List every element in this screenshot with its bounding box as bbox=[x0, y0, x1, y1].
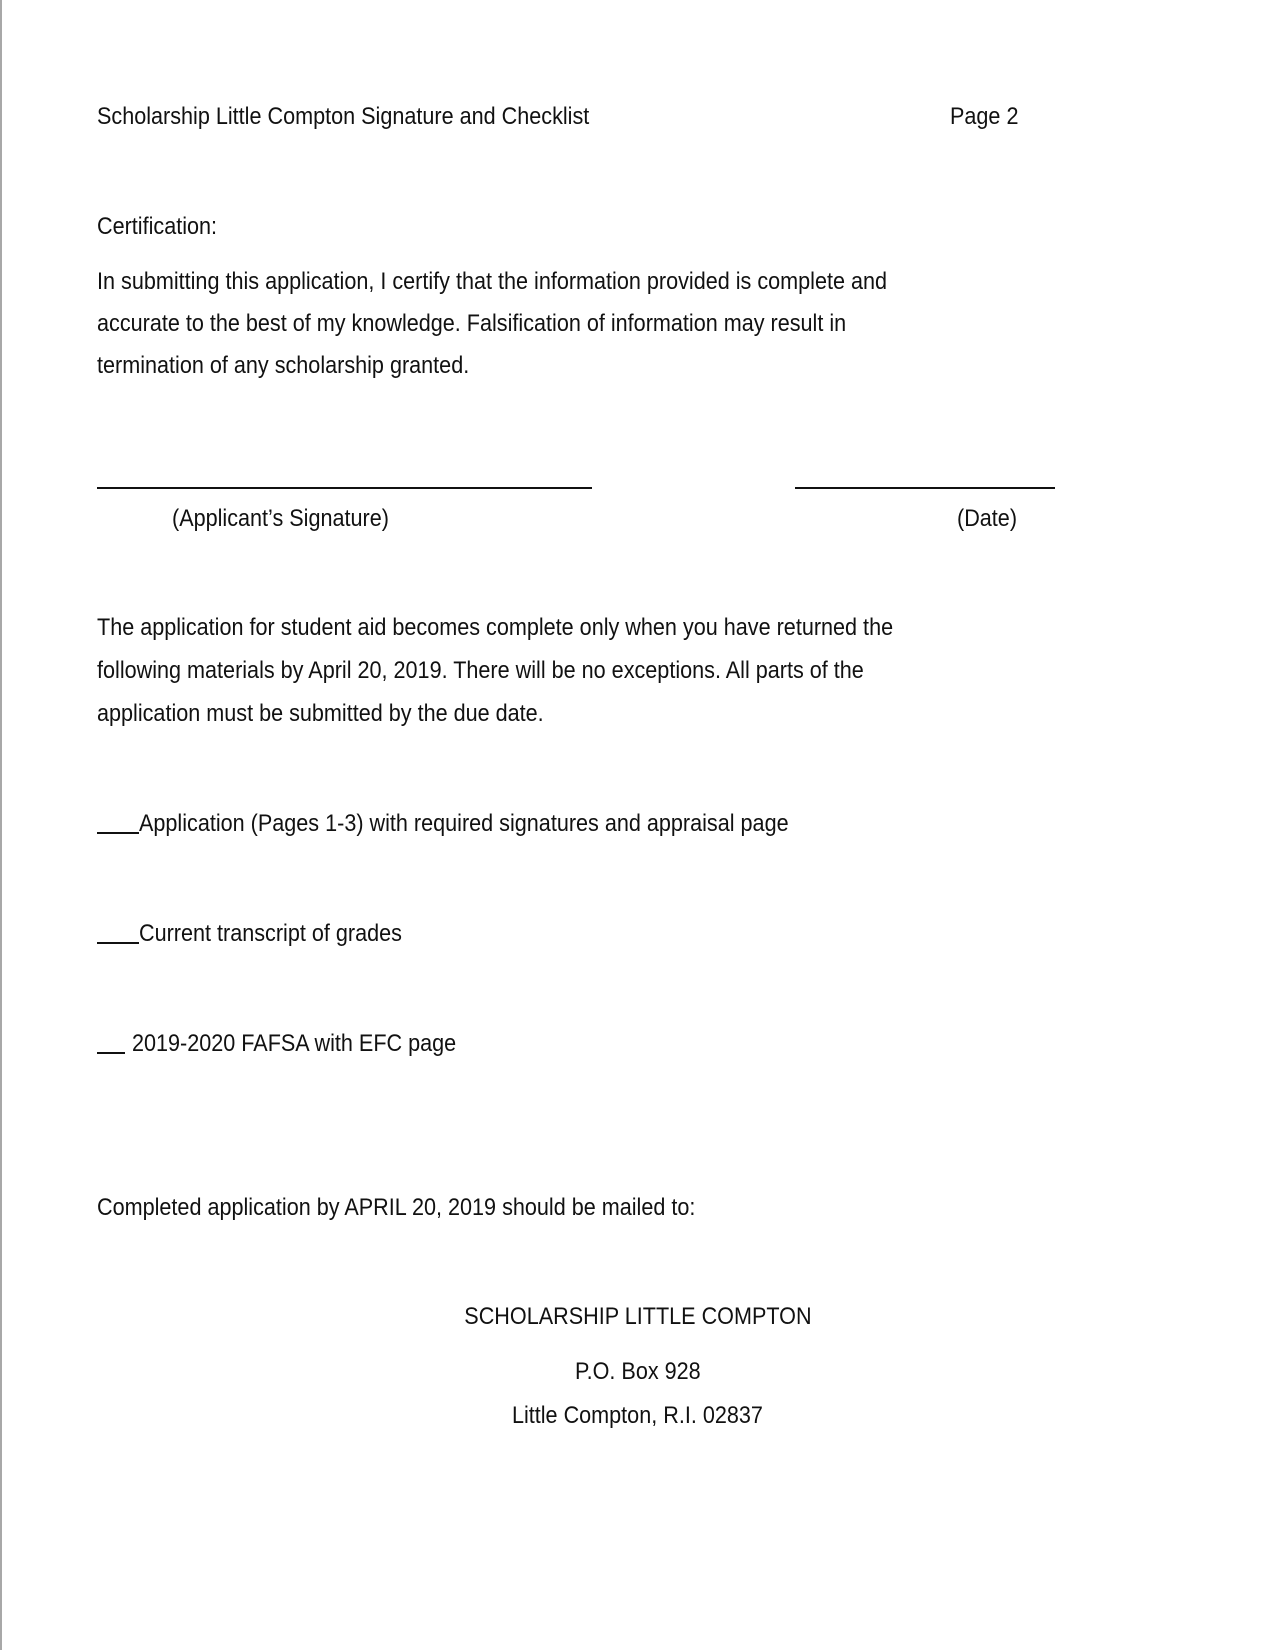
certification-heading: Certification: bbox=[97, 213, 218, 240]
checklist-item bbox=[97, 920, 431, 948]
applicant-signature-line[interactable] bbox=[97, 487, 592, 489]
address-line: SCHOLARSHIP LITTLE COMPTON bbox=[463, 1303, 812, 1330]
checklist-blank[interactable] bbox=[97, 1052, 125, 1054]
checklist-blank[interactable] bbox=[97, 942, 139, 944]
checklist-blank[interactable] bbox=[97, 832, 139, 834]
instructions-text-line: application must be submitted by the due date. bbox=[97, 700, 544, 727]
header-title: Scholarship Little Compton Signature and Checklist bbox=[97, 103, 590, 130]
mailing-address-city bbox=[0, 1402, 1275, 1430]
header-page-number: Page 2 bbox=[950, 103, 1019, 130]
checklist-item bbox=[97, 1030, 492, 1058]
instructions-text-line: following materials by April 20, 2019. There will be no exceptions. All parts of the bbox=[97, 657, 864, 684]
address-line: P.O. Box 928 bbox=[574, 1358, 701, 1385]
mailing-address-name bbox=[0, 1303, 1275, 1331]
certification-text-line: termination of any scholarship granted. bbox=[97, 352, 470, 379]
checklist-item bbox=[97, 810, 861, 838]
certification-text-line: accurate to the best of my knowledge. Falsification of information may result in bbox=[97, 310, 847, 337]
address-line: Little Compton, R.I. 02837 bbox=[512, 1402, 763, 1429]
date-label: (Date) bbox=[957, 505, 1018, 532]
checklist-item-label: Current transcript of grades bbox=[139, 920, 402, 947]
date-signature-line[interactable] bbox=[795, 487, 1055, 489]
mailing-note: Completed application by APRIL 20, 2019 should be mailed to: bbox=[97, 1194, 696, 1221]
certification-text-line: In submitting this application, I certify that the information provided is complete and bbox=[97, 268, 888, 295]
mailing-address-po-box bbox=[0, 1358, 1275, 1386]
checklist-item-label: 2019-2020 FAFSA with EFC page bbox=[132, 1030, 457, 1057]
applicant-signature-label: (Applicant’s Signature) bbox=[172, 505, 389, 532]
checklist-item-label: Application (Pages 1-3) with required signatures and appraisal page bbox=[139, 810, 789, 837]
instructions-text-line: The application for student aid becomes complete only when you have returned the bbox=[97, 614, 894, 641]
